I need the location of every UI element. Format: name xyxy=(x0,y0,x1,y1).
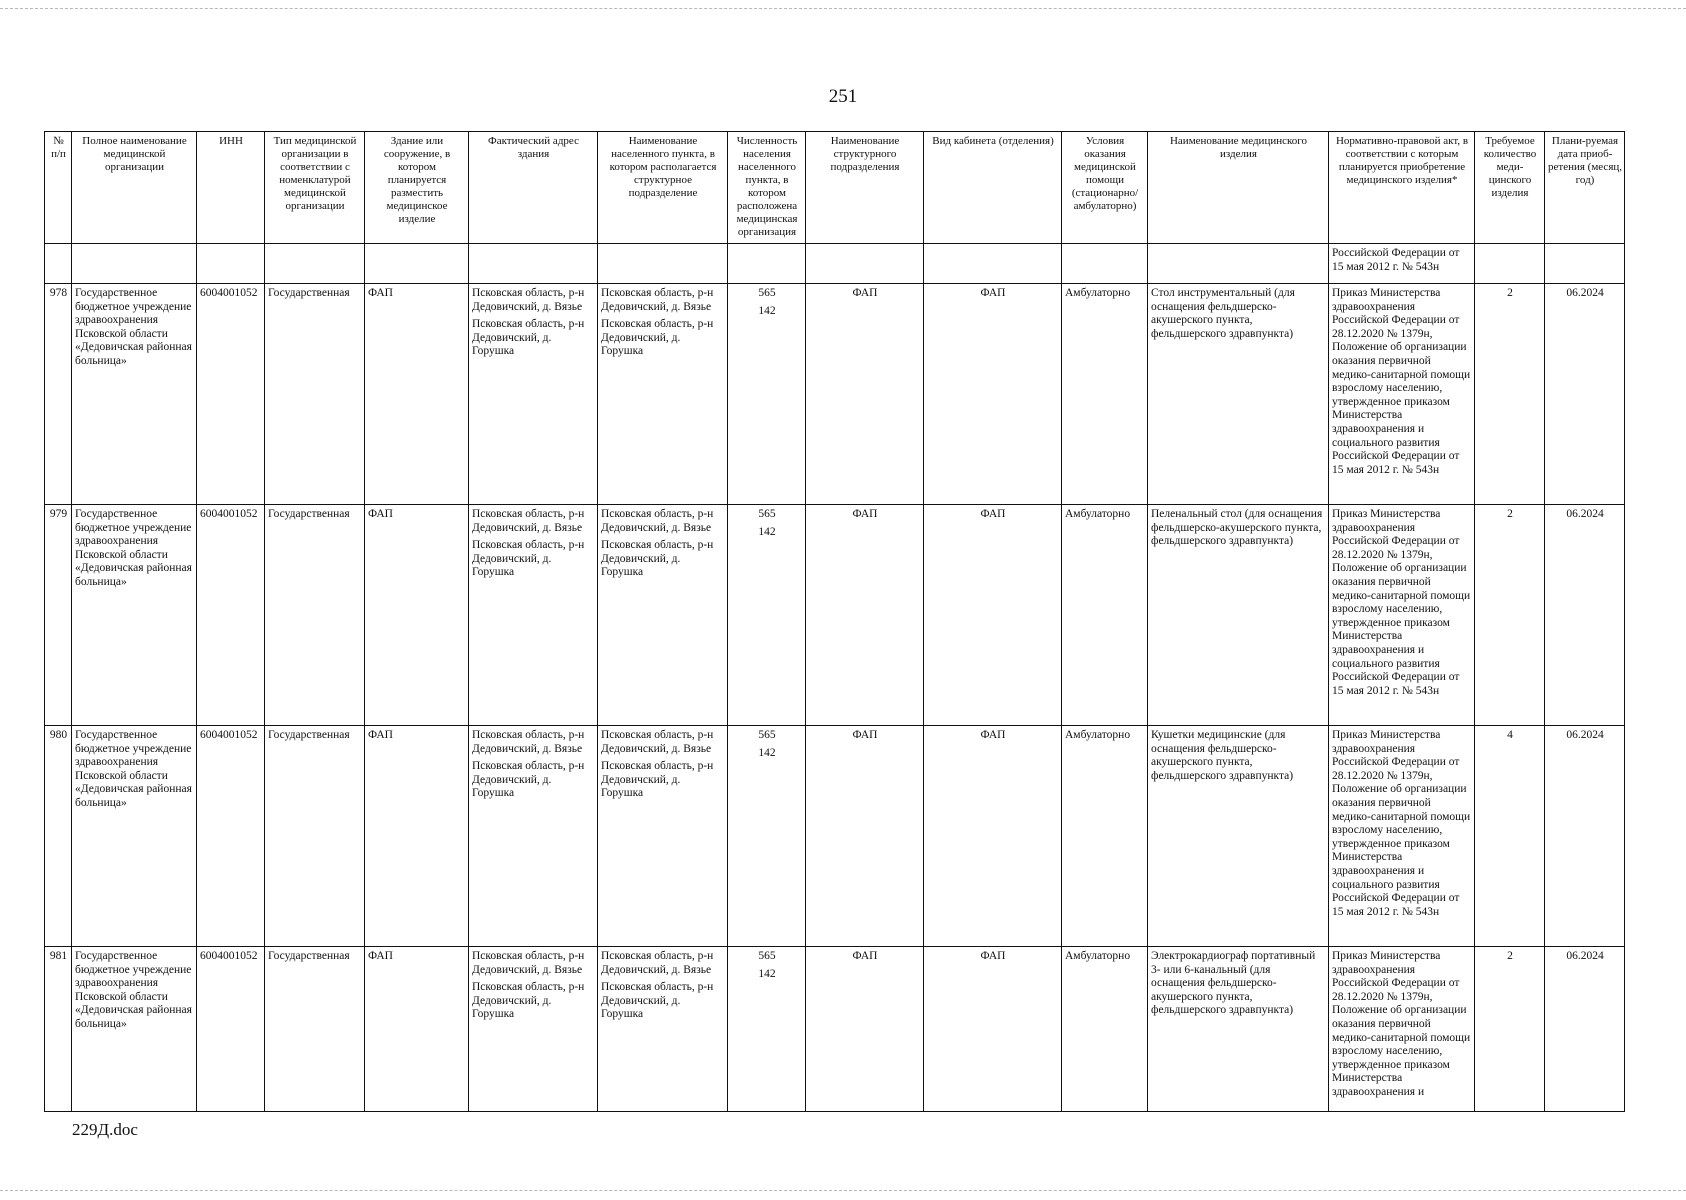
population-cell xyxy=(728,505,806,726)
organization-name: Государственное бюджетное учреждение здравоохранения Псковской области «Дедовичская районная больница» xyxy=(72,284,197,505)
table-cell xyxy=(728,244,806,284)
settlement-cell xyxy=(598,284,728,505)
settlement-line: Псковская область, р-н Дедовичский, д. Вязье xyxy=(601,508,714,534)
address-line: Псковская область, р-н Дедовичский, д. Вязье xyxy=(472,508,585,534)
page-number: 251 xyxy=(828,86,858,107)
table-cell xyxy=(1062,244,1148,284)
population-cell xyxy=(728,726,806,947)
address-line: Псковская область, р-н Дедовичский, д. Горушка xyxy=(472,539,585,579)
table-cell xyxy=(924,244,1062,284)
row-number: 979 xyxy=(45,505,72,726)
continuation-row xyxy=(45,244,1625,284)
conditions-cell: Амбулаторно xyxy=(1062,505,1148,726)
conditions-cell: Амбулаторно xyxy=(1062,284,1148,505)
table-cell xyxy=(265,244,365,284)
inn-cell: 6004001052 xyxy=(197,947,265,1112)
address-cell xyxy=(469,284,598,505)
table-cell xyxy=(1148,244,1329,284)
population-value: 142 xyxy=(758,525,776,538)
population-value: 565 xyxy=(758,287,776,299)
device-name: Кушетки медицинские (для оснащения фельдшерско-акушерского пункта, фельдшерского здравпункта) xyxy=(1148,726,1329,947)
scan-edge-top xyxy=(0,8,1686,12)
header-cell: Нормативно-правовой акт, в соответствии с которым планируется приобретение медицинского изделия* xyxy=(1329,132,1475,244)
organization-type: Государственная xyxy=(265,505,365,726)
table-cell xyxy=(197,244,265,284)
conditions-cell: Амбулаторно xyxy=(1062,947,1148,1112)
settlement-line: Псковская область, р-н Дедовичский, д. Горушка xyxy=(601,981,714,1021)
table-cell xyxy=(469,244,598,284)
address-cell xyxy=(469,947,598,1112)
header-cell: Наименование населенного пункта, в котором располагается структурное подразделение xyxy=(598,132,728,244)
organization-type: Государственная xyxy=(265,947,365,1112)
organization-type: Государственная xyxy=(265,726,365,947)
date-cell: 06.2024 xyxy=(1545,505,1625,726)
table-cell xyxy=(806,244,924,284)
row-number: 978 xyxy=(45,284,72,505)
conditions-cell: Амбулаторно xyxy=(1062,726,1148,947)
unit-cell: ФАП xyxy=(806,947,924,1112)
settlement-line: Псковская область, р-н Дедовичский, д. Вязье xyxy=(601,729,714,755)
header-cell: Здание или сооружение, в котором планируется разместить медицинское изделие xyxy=(365,132,469,244)
table-cell xyxy=(1475,244,1545,284)
quantity-cell: 4 xyxy=(1475,726,1545,947)
header-cell: Вид кабинета (отделения) xyxy=(924,132,1062,244)
unit-cell: ФАП xyxy=(806,505,924,726)
table-cell xyxy=(365,244,469,284)
table-row xyxy=(45,284,1625,505)
cabinet-cell: ФАП xyxy=(924,726,1062,947)
inn-cell: 6004001052 xyxy=(197,505,265,726)
building-cell: ФАП xyxy=(365,947,469,1112)
organization-name: Государственное бюджетное учреждение здравоохранения Псковской области «Дедовичская районная больница» xyxy=(72,505,197,726)
settlement-cell xyxy=(598,726,728,947)
table-cell xyxy=(45,244,72,284)
quantity-cell: 2 xyxy=(1475,284,1545,505)
legal-act: Приказ Министерства здравоохранения Российской Федерации от 28.12.2020 № 1379н, Положение об организации оказания первичной медико-санитарной помощи взрослому населению, утвержденное приказом Министерства здравоохранения и социального развития Российской Федерации от 15 мая 2012 г. № 543н xyxy=(1329,284,1475,505)
population-value: 565 xyxy=(758,729,776,741)
header-cell: Полное наименование медицинской организации xyxy=(72,132,197,244)
device-name: Стол инструментальный (для оснащения фельдшерско-акушерского пункта, фельдшерского здравпункта) xyxy=(1148,284,1329,505)
medical-equipment-table xyxy=(44,131,1625,1112)
address-line: Псковская область, р-н Дедовичский, д. Вязье xyxy=(472,729,585,755)
date-cell: 06.2024 xyxy=(1545,284,1625,505)
table-row xyxy=(45,947,1625,1112)
table-cell xyxy=(598,244,728,284)
device-name: Пеленальный стол (для оснащения фельдшерско-акушерского пункта, фельдшерского здравпункта) xyxy=(1148,505,1329,726)
address-line: Псковская область, р-н Дедовичский, д. Вязье xyxy=(472,950,585,976)
settlement-cell xyxy=(598,505,728,726)
address-line: Псковская область, р-н Дедовичский, д. Вязье xyxy=(472,287,585,313)
header-cell: Требуемое количество меди-цинского изделия xyxy=(1475,132,1545,244)
table-header-row xyxy=(45,132,1625,244)
legal-act: Приказ Министерства здравоохранения Российской Федерации от 28.12.2020 № 1379н, Положение об организации оказания первичной медико-санитарной помощи взрослому населению, утвержденное приказом Министерства здравоохранения и социального развития Российской Федерации от 15 мая 2012 г. № 543н xyxy=(1329,726,1475,947)
row-number: 980 xyxy=(45,726,72,947)
unit-cell: ФАП xyxy=(806,726,924,947)
date-cell: 06.2024 xyxy=(1545,947,1625,1112)
legal-act: Приказ Министерства здравоохранения Российской Федерации от 28.12.2020 № 1379н, Положение об организации оказания первичной медико-санитарной помощи взрослому населению, утвержденное приказом Министерства здравоохранения и социального развития Российской Федерации от 15 мая 2012 г. № 543н xyxy=(1329,505,1475,726)
scan-edge-bottom xyxy=(0,1190,1686,1194)
legal-act: Приказ Министерства здравоохранения Российской Федерации от 28.12.2020 № 1379н, Положение об организации оказания первичной медико-санитарной помощи взрослому населению, утвержденное приказом Министерства здравоохранения и xyxy=(1329,947,1475,1112)
population-cell xyxy=(728,284,806,505)
header-cell: Плани-руемая дата приоб-ретения (месяц, год) xyxy=(1545,132,1625,244)
address-line: Псковская область, р-н Дедовичский, д. Горушка xyxy=(472,981,585,1021)
header-cell: Условия оказания медицинской помощи (стационарно/ амбулаторно) xyxy=(1062,132,1148,244)
population-value: 565 xyxy=(758,950,776,962)
date-cell: 06.2024 xyxy=(1545,726,1625,947)
header-cell: Тип медицинской организации в соответствии с номенклатурой медицинской организации xyxy=(265,132,365,244)
population-value: 565 xyxy=(758,508,776,520)
header-cell: Наименование структурного подразделения xyxy=(806,132,924,244)
settlement-line: Псковская область, р-н Дедовичский, д. Горушка xyxy=(601,539,714,579)
population-value: 142 xyxy=(758,304,776,317)
table-row xyxy=(45,726,1625,947)
settlement-cell xyxy=(598,947,728,1112)
settlement-line: Псковская область, р-н Дедовичский, д. Горушка xyxy=(601,760,714,800)
cabinet-cell: ФАП xyxy=(924,505,1062,726)
document-filename: 229Д.doc xyxy=(72,1120,138,1139)
quantity-cell: 2 xyxy=(1475,505,1545,726)
cabinet-cell: ФАП xyxy=(924,947,1062,1112)
unit-cell: ФАП xyxy=(806,284,924,505)
building-cell: ФАП xyxy=(365,726,469,947)
header-cell: Численность населения населенного пункта, в котором расположена медицинская организация xyxy=(728,132,806,244)
device-name: Электрокардиограф портативный 3- или 6-канальный (для оснащения фельдшерско-акушерского пункта, фельдшерского здравпункта) xyxy=(1148,947,1329,1112)
settlement-line: Псковская область, р-н Дедовичский, д. Вязье xyxy=(601,287,714,313)
inn-cell: 6004001052 xyxy=(197,726,265,947)
header-cell: Наименование медицинского изделия xyxy=(1148,132,1329,244)
header-cell: ИНН xyxy=(197,132,265,244)
inn-cell: 6004001052 xyxy=(197,284,265,505)
quantity-cell: 2 xyxy=(1475,947,1545,1112)
population-value: 142 xyxy=(758,967,776,980)
address-cell xyxy=(469,726,598,947)
row-number: 981 xyxy=(45,947,72,1112)
table-cell xyxy=(72,244,197,284)
address-cell xyxy=(469,505,598,726)
header-cell: Фактический адрес здания xyxy=(469,132,598,244)
building-cell: ФАП xyxy=(365,284,469,505)
table-row xyxy=(45,505,1625,726)
act-continuation-cell: Российской Федерации от 15 мая 2012 г. № 543н xyxy=(1329,244,1475,284)
cabinet-cell: ФАП xyxy=(924,284,1062,505)
population-cell xyxy=(728,947,806,1112)
address-line: Псковская область, р-н Дедовичский, д. Горушка xyxy=(472,318,585,358)
address-line: Псковская область, р-н Дедовичский, д. Горушка xyxy=(472,760,585,800)
organization-name: Государственное бюджетное учреждение здравоохранения Псковской области «Дедовичская районная больница» xyxy=(72,726,197,947)
organization-name: Государственное бюджетное учреждение здравоохранения Псковской области «Дедовичская районная больница» xyxy=(72,947,197,1112)
population-value: 142 xyxy=(758,746,776,759)
building-cell: ФАП xyxy=(365,505,469,726)
table-cell xyxy=(1545,244,1625,284)
settlement-line: Псковская область, р-н Дедовичский, д. Вязье xyxy=(601,950,714,976)
organization-type: Государственная xyxy=(265,284,365,505)
settlement-line: Псковская область, р-н Дедовичский, д. Горушка xyxy=(601,318,714,358)
header-cell: № п/п xyxy=(45,132,72,244)
